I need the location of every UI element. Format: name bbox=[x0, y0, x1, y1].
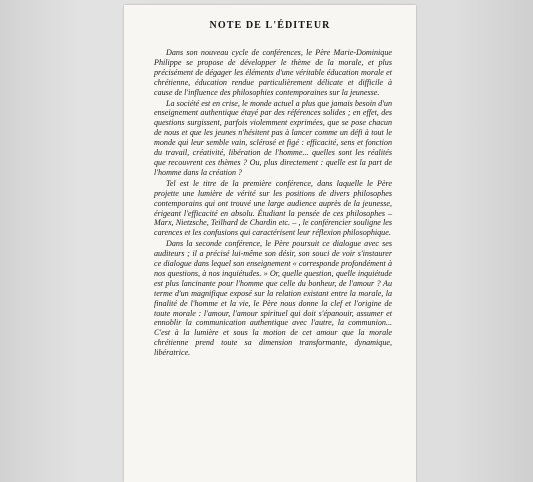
page-title: NOTE DE L'ÉDITEUR bbox=[209, 20, 331, 31]
paragraph-4: Dans la seconde conférence, le Père poursuit ce dialogue avec ses auditeurs ; il a précisé lui-même son désir, son souci de voir s'instaurer ce dialogue dans lequel son enseignement « corresponde profondément à nos questions, à nos inquiétudes. » Or, quelle question, quelle inquiétude est plus lancinante pour l'homme que celle du bonheur, de l'amour ? Au terme d'un magnifique exposé sur la relation existant entre la morale, la finalité de l'homme et la vie, le Père nous donne la clef et l'origine de toute morale : l'amour, l'amour spirituel qui doit s'épanouir, assumer et ennoblir la communication authentique avec l'autre, la communion... C'est à la lumière et sous la motion de cet amour que la morale chrétienne prend toute sa dimension transformante, dynamique, libératrice. bbox=[154, 239, 392, 358]
paragraph-3: Tel est le titre de la première conférence, dans laquelle le Père projette une lumière de vérité sur les positions de divers philosophes contemporains qui ont trouvé une large audience auprès de la jeunesse, érigeant l'efficacité en absolu. Étudiant la pensée de ces philosophes – Marx, Nietzsche, Teilhard de Chardin etc. – , le conférencier souligne les carences et les confusions qui caractérisent leur réflexion philosophique. bbox=[154, 178, 392, 238]
paragraph-2: La société est en crise, le monde actuel a plus que jamais besoin d'un enseignement authentique étayé par des références solides ; en effet, des questions surgissent, parfois violemment exprimées, que se pose chacun de nous et que les jeunes n'hésitent pas à lancer comme un défi à tout le monde qui leur semble vain, sclérosé et figé : efficacité, sens et fonction du travail, créativité, libération de l'homme... quelles sont les réalités que recouvrent ces thèmes ? Ou, plus directement : quelle est la part de l'homme dans la création ? bbox=[154, 98, 392, 177]
page-body bbox=[154, 48, 392, 358]
book-page bbox=[124, 5, 416, 482]
paragraph-1: Dans son nouveau cycle de conférences, le Père Marie-Dominique Philippe se propose de développer le thème de la morale, et plus précisément de dégager les éléments d'une véritable éducation morale et chrétienne, éducation rendue particulièrement délicate et difficile à cause de l'influence des philosophies contemporaines sur la jeunesse. bbox=[154, 48, 392, 97]
